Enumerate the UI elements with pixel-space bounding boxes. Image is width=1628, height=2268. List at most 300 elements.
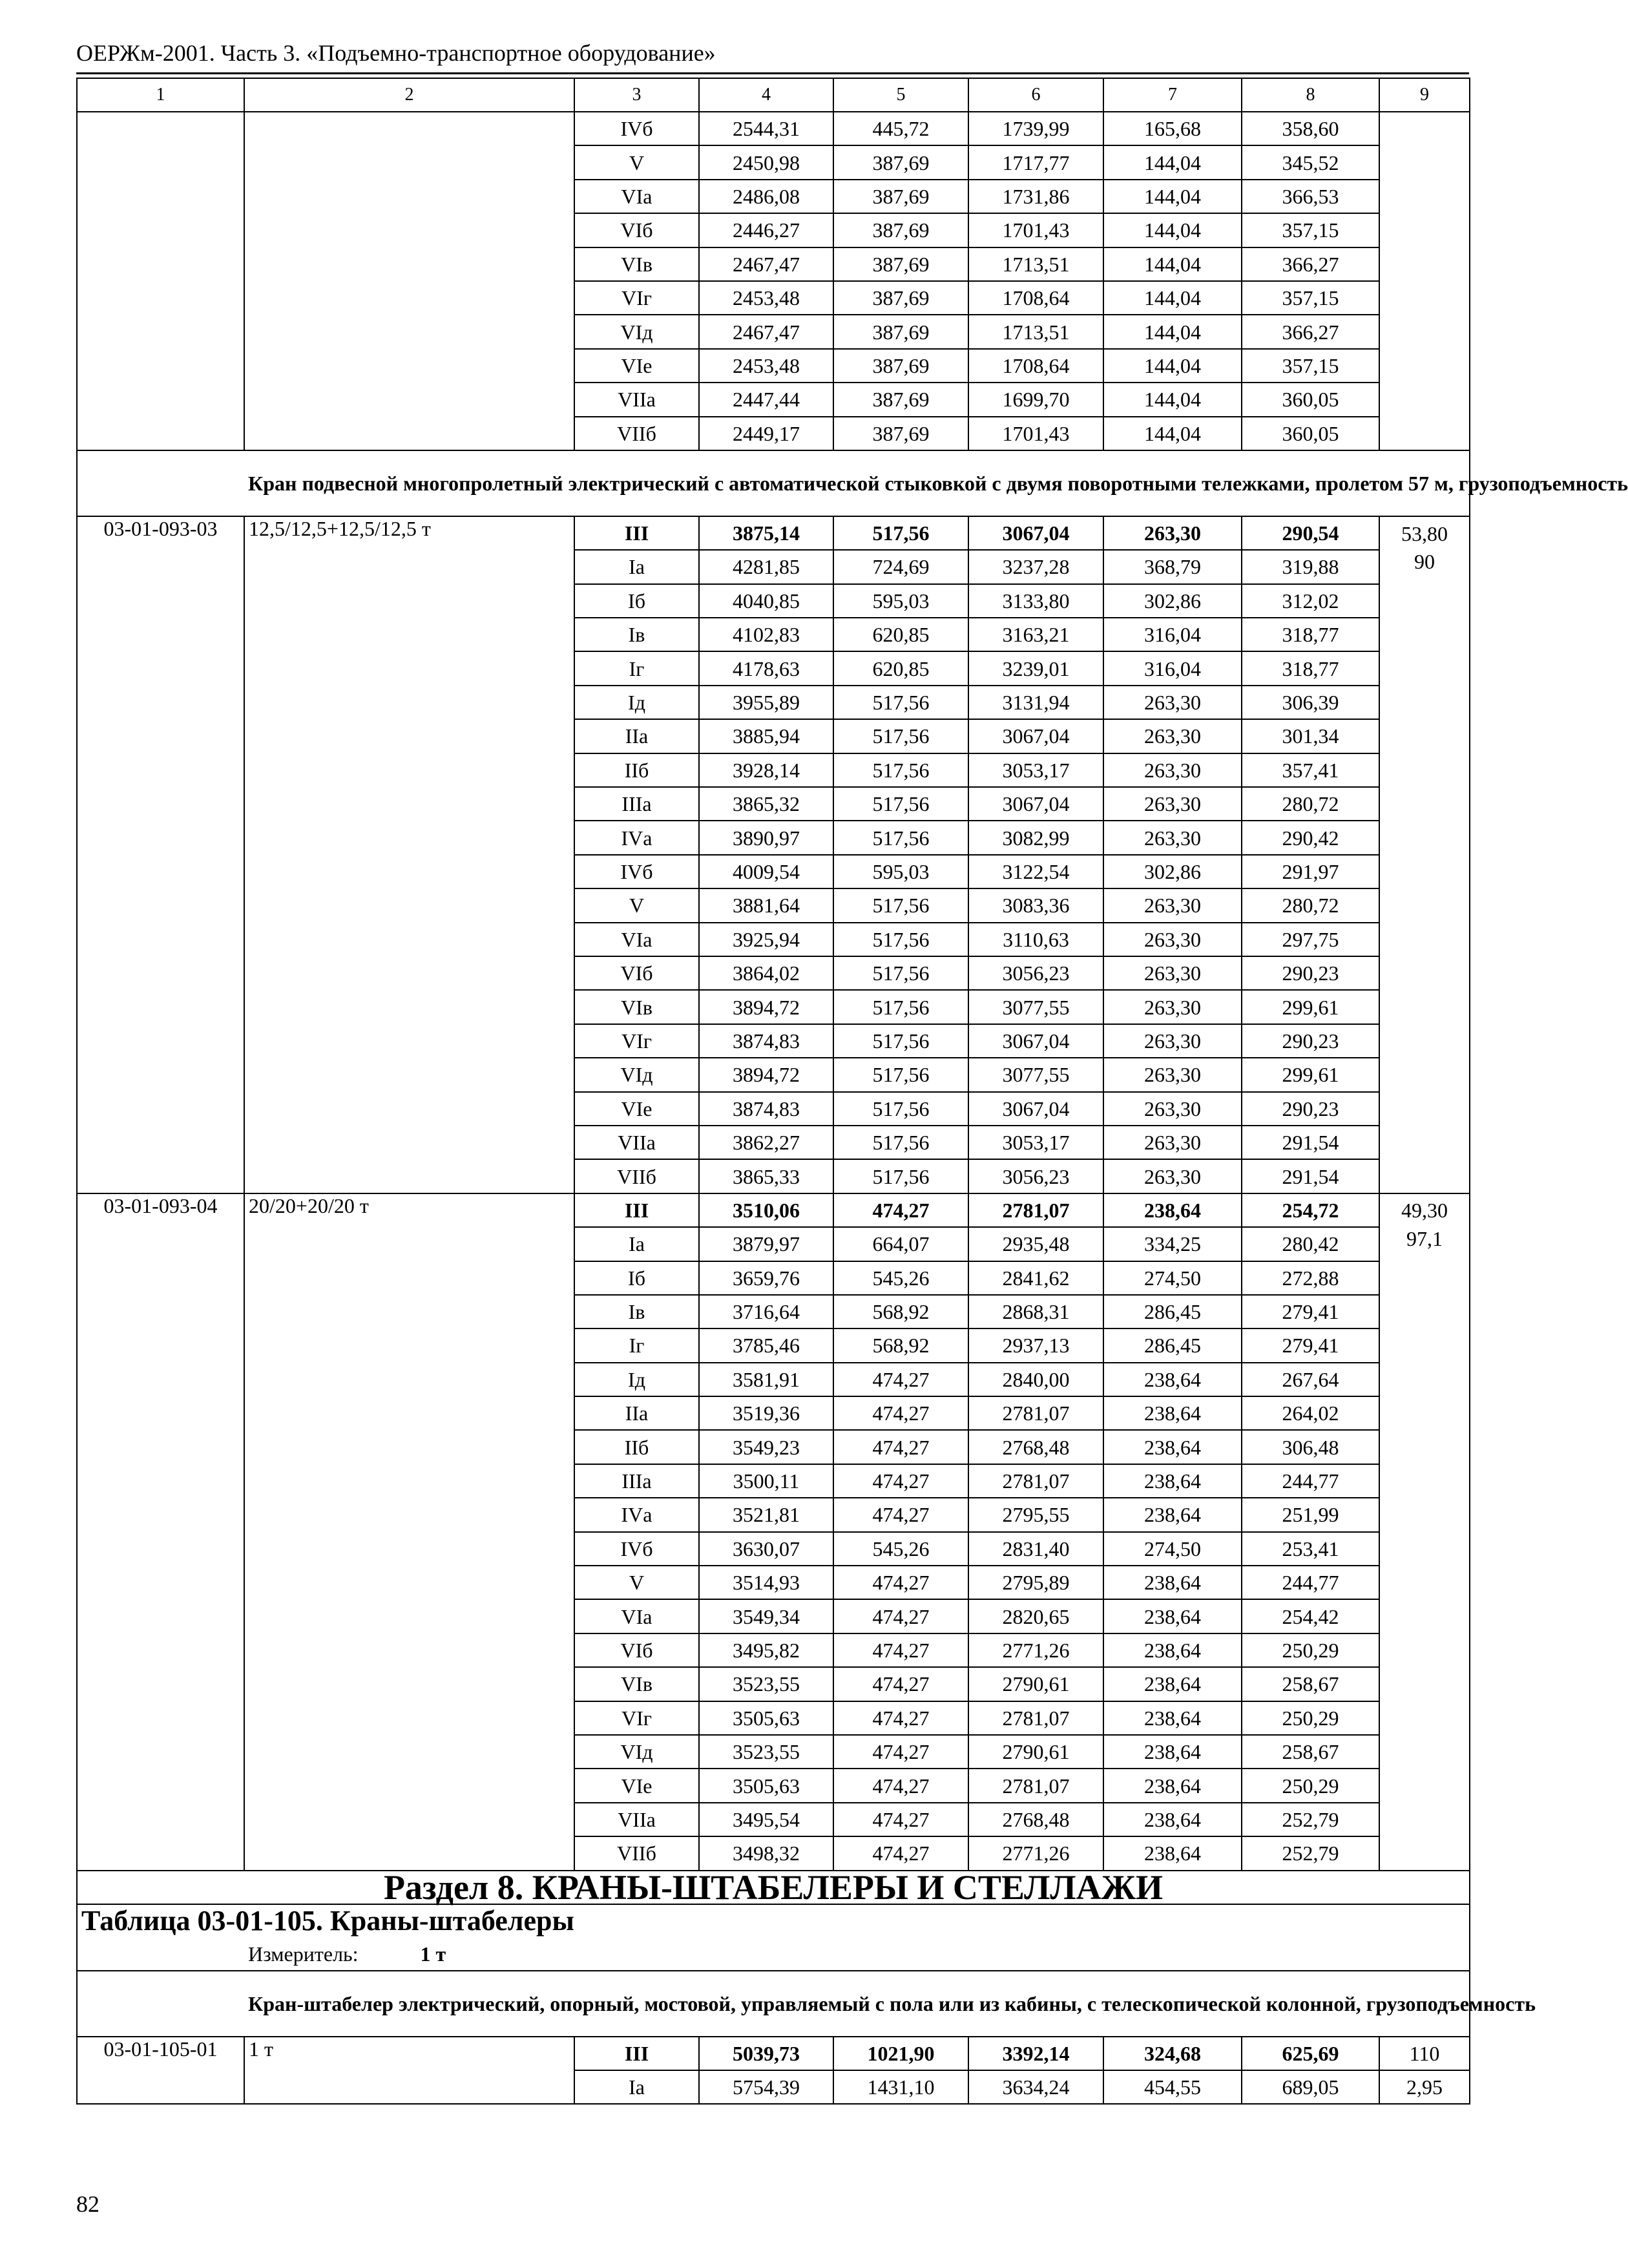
value-cell: 3237,28 [968, 550, 1103, 583]
zone-cell: Iв [574, 1295, 699, 1328]
col9-cell: 90 [1379, 550, 1470, 1193]
value-cell: 474,27 [833, 1193, 968, 1227]
zone-cell: VIIа [574, 1803, 699, 1836]
description-row [77, 1971, 1470, 2037]
value-cell: 238,64 [1103, 1566, 1242, 1599]
value-cell: 263,30 [1103, 956, 1242, 990]
value-cell: 3519,36 [699, 1396, 833, 1430]
col9-cell: 49,30 [1379, 1193, 1470, 1227]
rates-table [76, 78, 1628, 2105]
zone-cell: Iг [574, 651, 699, 685]
value-cell: 238,64 [1103, 1396, 1242, 1430]
value-cell: 387,69 [833, 145, 968, 179]
value-cell: 474,27 [833, 1430, 968, 1464]
meter-value: 1 т [420, 1942, 446, 1966]
value-cell: 1701,43 [968, 417, 1103, 450]
column-number: 9 [1379, 78, 1470, 112]
value-cell: 1701,43 [968, 213, 1103, 247]
col9-cell: 97,1 [1379, 1227, 1470, 1870]
value-cell: 250,29 [1242, 1769, 1379, 1802]
zone-cell: Iб [574, 584, 699, 618]
value-cell: 3498,32 [699, 1836, 833, 1870]
zone-cell: III [574, 1193, 699, 1227]
value-cell: 316,04 [1103, 618, 1242, 651]
value-cell: 290,54 [1242, 516, 1379, 550]
column-number: 4 [699, 78, 833, 112]
table-title-row [77, 1904, 1470, 1937]
value-cell: 1708,64 [968, 281, 1103, 315]
value-cell: 3785,46 [699, 1328, 833, 1362]
value-cell: 1739,99 [968, 112, 1103, 145]
value-cell: 280,72 [1242, 888, 1379, 922]
value-cell: 3239,01 [968, 651, 1103, 685]
value-cell: 144,04 [1103, 213, 1242, 247]
zone-cell: IVб [574, 112, 699, 145]
value-cell: 357,15 [1242, 281, 1379, 315]
column-number: 3 [574, 78, 699, 112]
value-cell: 474,27 [833, 1633, 968, 1667]
value-cell: 286,45 [1103, 1295, 1242, 1328]
value-cell: 2467,47 [699, 247, 833, 281]
table-title: Таблица 03-01-105. Краны-штабелеры [77, 1904, 1470, 1937]
value-cell: 263,30 [1103, 923, 1242, 956]
value-cell: 366,27 [1242, 315, 1379, 348]
value-cell: 474,27 [833, 1836, 968, 1870]
code-cell: 03-01-093-04 [77, 1193, 244, 1871]
value-cell: 254,72 [1242, 1193, 1379, 1227]
value-cell: 334,25 [1103, 1227, 1242, 1261]
value-cell: 1708,64 [968, 349, 1103, 383]
meter-row [77, 1937, 1470, 1970]
value-cell: 291,54 [1242, 1126, 1379, 1159]
table-body [77, 78, 1628, 2104]
value-cell: 2768,48 [968, 1430, 1103, 1464]
zone-cell: VIб [574, 956, 699, 990]
zone-cell: IVб [574, 855, 699, 888]
value-cell: 299,61 [1242, 1058, 1379, 1091]
zone-cell: V [574, 888, 699, 922]
value-cell: 568,92 [833, 1295, 968, 1328]
value-cell: 545,26 [833, 1261, 968, 1295]
value-cell: 1021,90 [833, 2037, 968, 2070]
value-cell: 4009,54 [699, 855, 833, 888]
value-cell: 3523,55 [699, 1735, 833, 1769]
value-cell: 4102,83 [699, 618, 833, 651]
value-cell: 165,68 [1103, 112, 1242, 145]
value-cell: 664,07 [833, 1227, 968, 1261]
column-number: 2 [244, 78, 574, 112]
capacity-cell: 1 т [244, 2037, 574, 2105]
value-cell: 238,64 [1103, 1363, 1242, 1396]
zone-cell: IIа [574, 1396, 699, 1430]
column-number: 7 [1103, 78, 1242, 112]
value-cell: 689,05 [1242, 2070, 1379, 2104]
zone-cell: Iв [574, 618, 699, 651]
value-cell: 4040,85 [699, 584, 833, 618]
value-cell: 474,27 [833, 1599, 968, 1633]
value-cell: 445,72 [833, 112, 968, 145]
value-cell: 290,23 [1242, 1024, 1379, 1058]
value-cell: 3865,33 [699, 1159, 833, 1193]
value-cell: 263,30 [1103, 1058, 1242, 1091]
value-cell: 290,23 [1242, 956, 1379, 990]
value-cell: 3928,14 [699, 753, 833, 787]
value-cell: 144,04 [1103, 315, 1242, 348]
zone-cell: VIа [574, 180, 699, 213]
value-cell: 5754,39 [699, 2070, 833, 2104]
col9-cell [1379, 112, 1470, 450]
column-number: 8 [1242, 78, 1379, 112]
zone-cell: VIв [574, 990, 699, 1024]
value-cell: 595,03 [833, 855, 968, 888]
value-cell: 144,04 [1103, 180, 1242, 213]
value-cell: 263,30 [1103, 821, 1242, 854]
zone-cell: VIг [574, 1701, 699, 1735]
value-cell: 545,26 [833, 1532, 968, 1566]
value-cell: 316,04 [1103, 651, 1242, 685]
value-cell: 3505,63 [699, 1701, 833, 1735]
zone-cell: V [574, 1566, 699, 1599]
zone-cell: Iд [574, 1363, 699, 1396]
value-cell: 3862,27 [699, 1126, 833, 1159]
value-cell: 297,75 [1242, 923, 1379, 956]
value-cell: 2781,07 [968, 1769, 1103, 1802]
value-cell: 238,64 [1103, 1430, 1242, 1464]
capacity-cell: 12,5/12,5+12,5/12,5 т [244, 516, 574, 1193]
description-row [77, 450, 1470, 516]
capacity-cell: 20/20+20/20 т [244, 1193, 574, 1871]
value-cell: 3659,76 [699, 1261, 833, 1295]
value-cell: 724,69 [833, 550, 968, 583]
value-cell: 263,30 [1103, 686, 1242, 719]
value-cell: 1431,10 [833, 2070, 968, 2104]
value-cell: 263,30 [1103, 1159, 1242, 1193]
value-cell: 238,64 [1103, 1464, 1242, 1498]
zone-cell: IIIа [574, 787, 699, 821]
value-cell: 474,27 [833, 1464, 968, 1498]
value-cell: 3122,54 [968, 855, 1103, 888]
section-title: Раздел 8. КРАНЫ-ШТАБЕЛЕРЫ И СТЕЛЛАЖИ [77, 1871, 1470, 1904]
value-cell: 2771,26 [968, 1633, 1103, 1667]
table-row [77, 112, 1470, 145]
value-cell: 5039,73 [699, 2037, 833, 2070]
value-cell: 238,64 [1103, 1735, 1242, 1769]
zone-cell: VIIб [574, 1159, 699, 1193]
value-cell: 474,27 [833, 1803, 968, 1836]
value-cell: 319,88 [1242, 550, 1379, 583]
value-cell: 144,04 [1103, 281, 1242, 315]
value-cell: 2790,61 [968, 1735, 1103, 1769]
value-cell: 357,15 [1242, 349, 1379, 383]
value-cell: 279,41 [1242, 1328, 1379, 1362]
value-cell: 1699,70 [968, 383, 1103, 416]
value-cell: 2935,48 [968, 1227, 1103, 1261]
value-cell: 312,02 [1242, 584, 1379, 618]
value-cell: 474,27 [833, 1498, 968, 1531]
value-cell: 2453,48 [699, 281, 833, 315]
zone-cell: V [574, 145, 699, 179]
value-cell: 3067,04 [968, 787, 1103, 821]
value-cell: 306,48 [1242, 1430, 1379, 1464]
value-cell: 3894,72 [699, 1058, 833, 1091]
value-cell: 3056,23 [968, 956, 1103, 990]
value-cell: 286,45 [1103, 1328, 1242, 1362]
value-cell: 387,69 [833, 349, 968, 383]
zone-cell: IVб [574, 1532, 699, 1566]
value-cell: 568,92 [833, 1328, 968, 1362]
value-cell: 251,99 [1242, 1498, 1379, 1531]
value-cell: 324,68 [1103, 2037, 1242, 2070]
value-cell: 2820,65 [968, 1599, 1103, 1633]
description-text: Кран подвесной многопролетный электрический с автоматической стыковкой с двумя поворотными тележками, пролетом 57 м, грузоподъемность [244, 450, 1470, 516]
value-cell: 1713,51 [968, 247, 1103, 281]
value-cell: 517,56 [833, 686, 968, 719]
value-cell: 3056,23 [968, 1159, 1103, 1193]
meter-label: Измеритель: [248, 1942, 359, 1966]
value-cell: 517,56 [833, 956, 968, 990]
value-cell: 267,64 [1242, 1363, 1379, 1396]
zone-cell: VIе [574, 349, 699, 383]
value-cell: 2795,55 [968, 1498, 1103, 1531]
value-cell: 263,30 [1103, 753, 1242, 787]
value-cell: 517,56 [833, 787, 968, 821]
value-cell: 301,34 [1242, 719, 1379, 753]
value-cell: 263,30 [1103, 1092, 1242, 1126]
value-cell: 3881,64 [699, 888, 833, 922]
zone-cell: IIIа [574, 1464, 699, 1498]
value-cell: 517,56 [833, 753, 968, 787]
zone-cell: VIIа [574, 1126, 699, 1159]
value-cell: 279,41 [1242, 1295, 1379, 1328]
value-cell: 3890,97 [699, 821, 833, 854]
zone-cell: Iд [574, 686, 699, 719]
value-cell: 2453,48 [699, 349, 833, 383]
value-cell: 625,69 [1242, 2037, 1379, 2070]
zone-cell: VIа [574, 1599, 699, 1633]
value-cell: 238,64 [1103, 1803, 1242, 1836]
value-cell: 2450,98 [699, 145, 833, 179]
value-cell: 318,77 [1242, 651, 1379, 685]
value-cell: 517,56 [833, 719, 968, 753]
page-number: 82 [76, 2191, 99, 2217]
value-cell: 2447,44 [699, 383, 833, 416]
value-cell: 368,79 [1103, 550, 1242, 583]
value-cell: 302,86 [1103, 584, 1242, 618]
value-cell: 258,67 [1242, 1735, 1379, 1769]
value-cell: 280,42 [1242, 1227, 1379, 1261]
zone-cell: IVа [574, 821, 699, 854]
value-cell: 387,69 [833, 315, 968, 348]
value-cell: 3864,02 [699, 956, 833, 990]
value-cell: 291,54 [1242, 1159, 1379, 1193]
value-cell: 517,56 [833, 1126, 968, 1159]
value-cell: 2781,07 [968, 1193, 1103, 1227]
value-cell: 1713,51 [968, 315, 1103, 348]
value-cell: 3053,17 [968, 1126, 1103, 1159]
value-cell: 454,55 [1103, 2070, 1242, 2104]
value-cell: 517,56 [833, 923, 968, 956]
value-cell: 299,61 [1242, 990, 1379, 1024]
value-cell: 3514,93 [699, 1566, 833, 1599]
value-cell: 263,30 [1103, 719, 1242, 753]
value-cell: 250,29 [1242, 1701, 1379, 1735]
zone-cell: VIе [574, 1769, 699, 1802]
value-cell: 387,69 [833, 281, 968, 315]
value-cell: 272,88 [1242, 1261, 1379, 1295]
value-cell: 2486,08 [699, 180, 833, 213]
value-cell: 387,69 [833, 417, 968, 450]
value-cell: 3875,14 [699, 516, 833, 550]
value-cell: 3077,55 [968, 990, 1103, 1024]
value-cell: 144,04 [1103, 383, 1242, 416]
value-cell: 3925,94 [699, 923, 833, 956]
value-cell: 517,56 [833, 1159, 968, 1193]
value-cell: 263,30 [1103, 888, 1242, 922]
value-cell: 258,67 [1242, 1667, 1379, 1701]
col9-cell: 2,95 [1379, 2070, 1470, 2104]
zone-cell: VIIб [574, 1836, 699, 1870]
code-cell: 03-01-105-01 [77, 2037, 244, 2105]
value-cell: 2467,47 [699, 315, 833, 348]
value-cell: 3716,64 [699, 1295, 833, 1328]
value-cell: 2840,00 [968, 1363, 1103, 1396]
value-cell: 280,72 [1242, 787, 1379, 821]
value-cell: 517,56 [833, 821, 968, 854]
column-number: 5 [833, 78, 968, 112]
value-cell: 3885,94 [699, 719, 833, 753]
zone-cell: Iа [574, 550, 699, 583]
value-cell: 3865,32 [699, 787, 833, 821]
value-cell: 274,50 [1103, 1532, 1242, 1566]
value-cell: 474,27 [833, 1363, 968, 1396]
value-cell: 345,52 [1242, 145, 1379, 179]
capacity-cell [244, 112, 574, 450]
value-cell: 238,64 [1103, 1193, 1242, 1227]
desc-spacer [77, 450, 244, 516]
value-cell: 250,29 [1242, 1633, 1379, 1667]
zone-cell: VIд [574, 1058, 699, 1091]
zone-cell: IIб [574, 1430, 699, 1464]
value-cell: 517,56 [833, 888, 968, 922]
value-cell: 238,64 [1103, 1836, 1242, 1870]
value-cell: 3067,04 [968, 1024, 1103, 1058]
value-cell: 366,27 [1242, 247, 1379, 281]
value-cell: 357,41 [1242, 753, 1379, 787]
value-cell: 595,03 [833, 584, 968, 618]
value-cell: 517,56 [833, 1092, 968, 1126]
code-cell: 03-01-093-03 [77, 516, 244, 1193]
value-cell: 2781,07 [968, 1701, 1103, 1735]
section-row [77, 1871, 1470, 1904]
value-cell: 3510,06 [699, 1193, 833, 1227]
value-cell: 318,77 [1242, 618, 1379, 651]
value-cell: 244,77 [1242, 1566, 1379, 1599]
value-cell: 144,04 [1103, 349, 1242, 383]
zone-cell: IIа [574, 719, 699, 753]
value-cell: 358,60 [1242, 112, 1379, 145]
value-cell: 1731,86 [968, 180, 1103, 213]
zone-cell: Iа [574, 1227, 699, 1261]
value-cell: 264,02 [1242, 1396, 1379, 1430]
running-header: ОЕРЖм-2001. Часть 3. «Подъемно-транспортное оборудование» [76, 40, 716, 66]
value-cell: 263,30 [1103, 787, 1242, 821]
value-cell: 2446,27 [699, 213, 833, 247]
zone-cell: VIIб [574, 417, 699, 450]
value-cell: 2795,89 [968, 1566, 1103, 1599]
value-cell: 3549,34 [699, 1599, 833, 1633]
value-cell: 360,05 [1242, 383, 1379, 416]
code-cell [77, 112, 244, 450]
value-cell: 3874,83 [699, 1092, 833, 1126]
value-cell: 387,69 [833, 180, 968, 213]
value-cell: 474,27 [833, 1701, 968, 1735]
value-cell: 517,56 [833, 990, 968, 1024]
value-cell: 474,27 [833, 1667, 968, 1701]
value-cell: 387,69 [833, 247, 968, 281]
value-cell: 2831,40 [968, 1532, 1103, 1566]
value-cell: 4178,63 [699, 651, 833, 685]
value-cell: 1717,77 [968, 145, 1103, 179]
value-cell: 474,27 [833, 1735, 968, 1769]
value-cell: 263,30 [1103, 990, 1242, 1024]
value-cell: 387,69 [833, 383, 968, 416]
value-cell: 3053,17 [968, 753, 1103, 787]
value-cell: 144,04 [1103, 145, 1242, 179]
value-cell: 3067,04 [968, 719, 1103, 753]
value-cell: 2768,48 [968, 1803, 1103, 1836]
column-number: 1 [77, 78, 244, 112]
value-cell: 3392,14 [968, 2037, 1103, 2070]
zone-cell: VIг [574, 1024, 699, 1058]
zone-cell: VIд [574, 315, 699, 348]
table-row [77, 1193, 1470, 1227]
value-cell: 3879,97 [699, 1227, 833, 1261]
value-cell: 244,77 [1242, 1464, 1379, 1498]
value-cell: 144,04 [1103, 247, 1242, 281]
zone-cell: VIа [574, 923, 699, 956]
value-cell: 290,23 [1242, 1092, 1379, 1126]
value-cell: 3131,94 [968, 686, 1103, 719]
desc-spacer [77, 1971, 244, 2037]
header-rule [76, 72, 1469, 74]
col9-cell: 110 [1379, 2037, 1470, 2070]
value-cell: 2841,62 [968, 1261, 1103, 1295]
value-cell: 474,27 [833, 1769, 968, 1802]
value-cell: 238,64 [1103, 1599, 1242, 1633]
value-cell: 517,56 [833, 1024, 968, 1058]
zone-cell: VIв [574, 247, 699, 281]
value-cell: 3110,63 [968, 923, 1103, 956]
value-cell: 3495,54 [699, 1803, 833, 1836]
value-cell: 2781,07 [968, 1396, 1103, 1430]
zone-cell: III [574, 2037, 699, 2070]
value-cell: 3894,72 [699, 990, 833, 1024]
value-cell: 620,85 [833, 618, 968, 651]
zone-cell: Iб [574, 1261, 699, 1295]
zone-cell: IIб [574, 753, 699, 787]
zone-cell: Iа [574, 2070, 699, 2104]
value-cell: 3163,21 [968, 618, 1103, 651]
value-cell: 357,15 [1242, 213, 1379, 247]
table-row [77, 2037, 1470, 2070]
value-cell: 3581,91 [699, 1363, 833, 1396]
value-cell: 3500,11 [699, 1464, 833, 1498]
value-cell: 252,79 [1242, 1803, 1379, 1836]
value-cell: 3634,24 [968, 2070, 1103, 2104]
value-cell: 3083,36 [968, 888, 1103, 922]
zone-cell: VIб [574, 213, 699, 247]
value-cell: 238,64 [1103, 1633, 1242, 1667]
